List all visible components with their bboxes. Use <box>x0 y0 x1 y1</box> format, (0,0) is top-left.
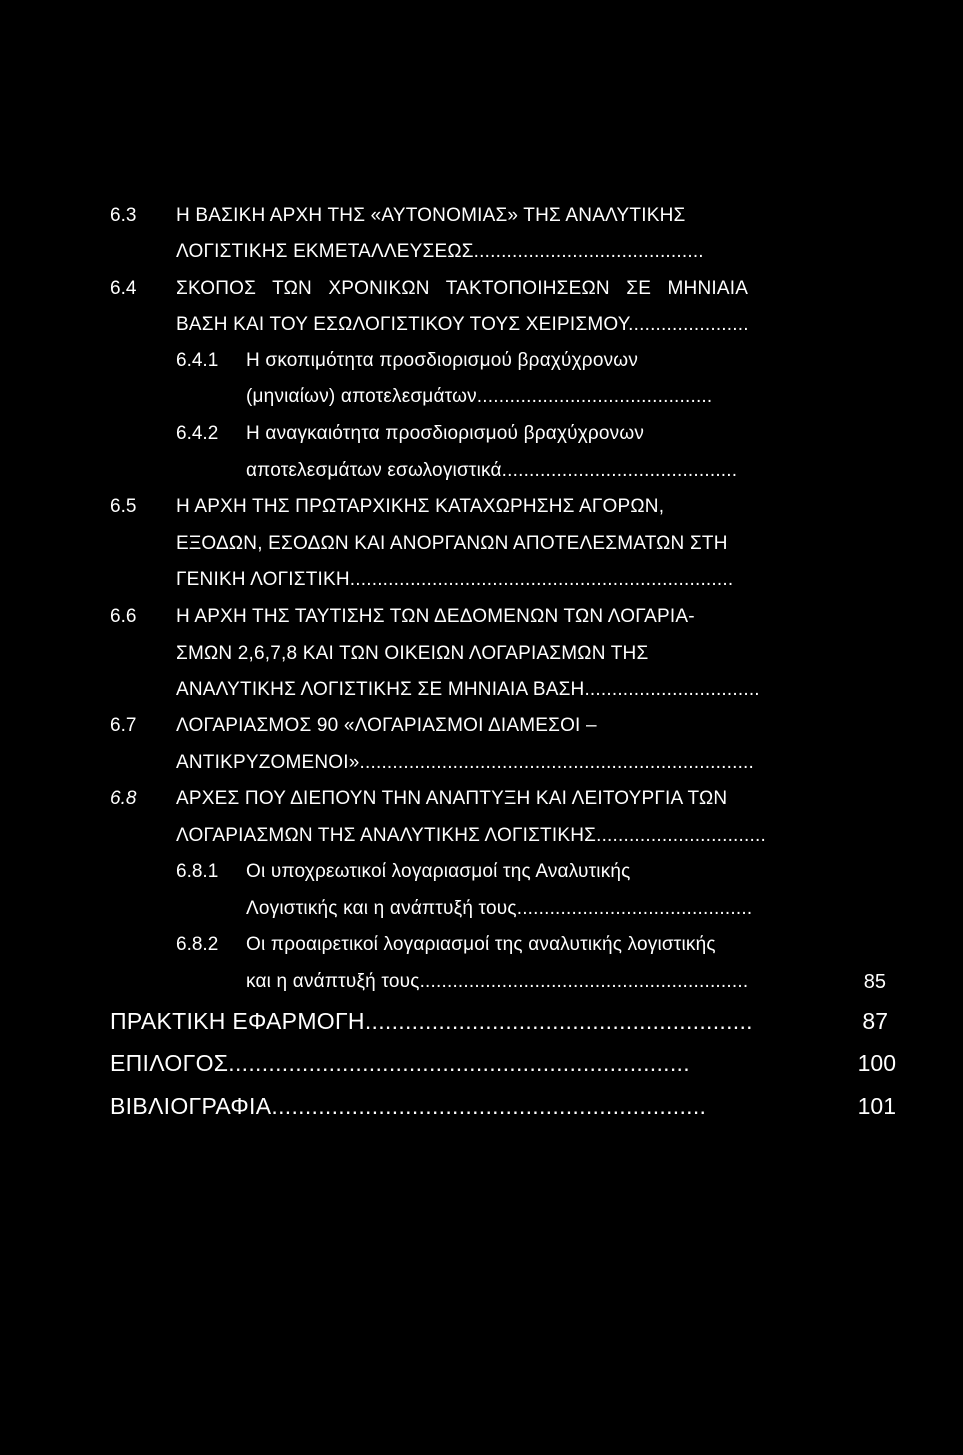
toc-entry-6-5-line1: Η ΑΡΧΗ ΤΗΣ ΠΡΩΤΑΡΧΙΚΗΣ ΚΑΤΑΧΩΡΗΣΗΣ ΑΓΟΡΩΝ, <box>176 496 665 517</box>
toc-entry-practical: ΠΡΑΚΤΙΚΗ ΕΦΑΡΜΟΓΗ.......................................................... <box>110 1008 753 1034</box>
toc-entry-6-3-line2: ΛΟΓΙΣΤΙΚΗΣ ΕΚΜΕΤΑΛΛΕΥΣΕΩΣ.......................................... <box>176 241 704 262</box>
toc-entry-6-8-line2: ΛΟΓΑΡΙΑΣΜΩΝ ΤΗΣ ΑΝΑΛΥΤΙΚΗΣ ΛΟΓΙΣΤΙΚΗΣ............................... <box>176 825 766 846</box>
toc-entry-6-4-line1: ΣΚΟΠΟΣ ΤΩΝ ΧΡΟΝΙΚΩΝ ΤΑΚΤΟΠΟΙΗΣΕΩΝ ΣΕ ΜΗΝΙΑΙΑ <box>176 278 749 299</box>
toc-entry-epilogue: ΕΠΙΛΟΓΟΣ..................................................................... <box>110 1050 690 1076</box>
toc-entry-6-8-line1: ΑΡΧΕΣ ΠΟΥ ΔΙΕΠΟΥΝ ΤΗΝ ΑΝΑΠΤΥΞΗ ΚΑΙ ΛΕΙΤΟΥΡΓΙΑ ΤΩΝ <box>176 788 728 809</box>
toc-page-epilogue: 100 <box>857 1050 896 1076</box>
toc-number-6-7: 6.7 <box>110 715 137 736</box>
toc-number-6-4-2: 6.4.2 <box>176 423 219 444</box>
toc-number-6-8: 6.8 <box>110 788 137 809</box>
toc-number-6-3: 6.3 <box>110 205 137 226</box>
toc-number-6-8-1: 6.8.1 <box>176 861 219 882</box>
toc-entry-6-6-line1: Η ΑΡΧΗ ΤΗΣ ΤΑΥΤΙΣΗΣ ΤΩΝ ΔΕΔΟΜΕΝΩΝ ΤΩΝ ΛΟΓΑΡΙΑ- <box>176 606 695 627</box>
toc-entry-6-6-line3: ΑΝΑΛΥΤΙΚΗΣ ΛΟΓΙΣΤΙΚΗΣ ΣΕ ΜΗΝΙΑΙΑ ΒΑΣΗ................................ <box>176 679 760 700</box>
toc-entry-6-8-1-line1: Οι υποχρεωτικοί λογαριασμοί της Αναλυτικής <box>246 861 631 882</box>
toc-entry-6-7-line2: ΑΝΤΙΚΡΥΖΟΜΕΝΟΙ»........................................................................ <box>176 752 755 773</box>
toc-entry-6-4-1-line1: Η σκοπιμότητα προσδιορισμού βραχύχρονων <box>246 350 639 371</box>
toc-entry-6-6-line2: ΣΜΩΝ 2,6,7,8 ΚΑΙ ΤΩΝ ΟΙΚΕΙΩΝ ΛΟΓΑΡΙΑΣΜΩΝ ΤΗΣ <box>176 643 649 664</box>
toc-entry-6-8-2-line2: και η ανάπτυξή τους............................................................ <box>246 971 749 992</box>
toc-entry-6-8-1-line2: Λογιστικής και η ανάπτυξή τους........................................... <box>246 898 753 919</box>
toc-page-6-8-2: 85 <box>863 971 886 993</box>
toc-entry-6-5-line2: ΕΞΟΔΩΝ, ΕΣΟΔΩΝ ΚΑΙ ΑΝΟΡΓΑΝΩΝ ΑΠΟΤΕΛΕΣΜΑΤΩΝ ΣΤΗ <box>176 533 728 554</box>
toc-entry-6-8-2-line1: Οι προαιρετικοί λογαριασμοί της αναλυτικής λογιστικής <box>246 934 716 955</box>
toc-number-6-4: 6.4 <box>110 278 137 299</box>
toc-entry-bibliography: ΒΙΒΛΙΟΓΡΑΦΙΑ................................................................. <box>110 1093 707 1119</box>
toc-number-6-6: 6.6 <box>110 606 137 627</box>
toc-page-practical: 87 <box>862 1008 888 1034</box>
toc-entry-6-7-line1: ΛΟΓΑΡΙΑΣΜΟΣ 90 «ΛΟΓΑΡΙΑΣΜΟΙ ΔΙΑΜΕΣΟΙ – <box>176 715 597 736</box>
toc-entry-6-4-2-line1: Η αναγκαιότητα προσδιορισμού βραχύχρονων <box>246 423 645 444</box>
toc-entry-6-5-line3: ΓΕΝΙΚΗ ΛΟΓΙΣΤΙΚΗ...................................................................... <box>176 569 734 590</box>
toc-entry-6-4-line2: ΒΑΣΗ ΚΑΙ ΤΟΥ ΕΣΩΛΟΓΙΣΤΙΚΟΥ ΤΟΥΣ ΧΕΙΡΙΣΜΟΥ...................... <box>176 314 749 335</box>
toc-entry-6-4-2-line2: αποτελεσμάτων εσωλογιστικά........................................... <box>246 460 738 481</box>
toc-number-6-5: 6.5 <box>110 496 137 517</box>
toc-page-bibliography: 101 <box>857 1093 896 1119</box>
toc-number-6-8-2: 6.8.2 <box>176 934 219 955</box>
toc-entry-6-4-1-line2: (μηνιαίων) αποτελεσμάτων........................................... <box>246 386 713 407</box>
toc-entry-6-3-line1: Η ΒΑΣΙΚΗ ΑΡΧΗ ΤΗΣ «ΑΥΤΟΝΟΜΙΑΣ» ΤΗΣ ΑΝΑΛΥΤΙΚΗΣ <box>176 205 686 226</box>
toc-number-6-4-1: 6.4.1 <box>176 350 219 371</box>
